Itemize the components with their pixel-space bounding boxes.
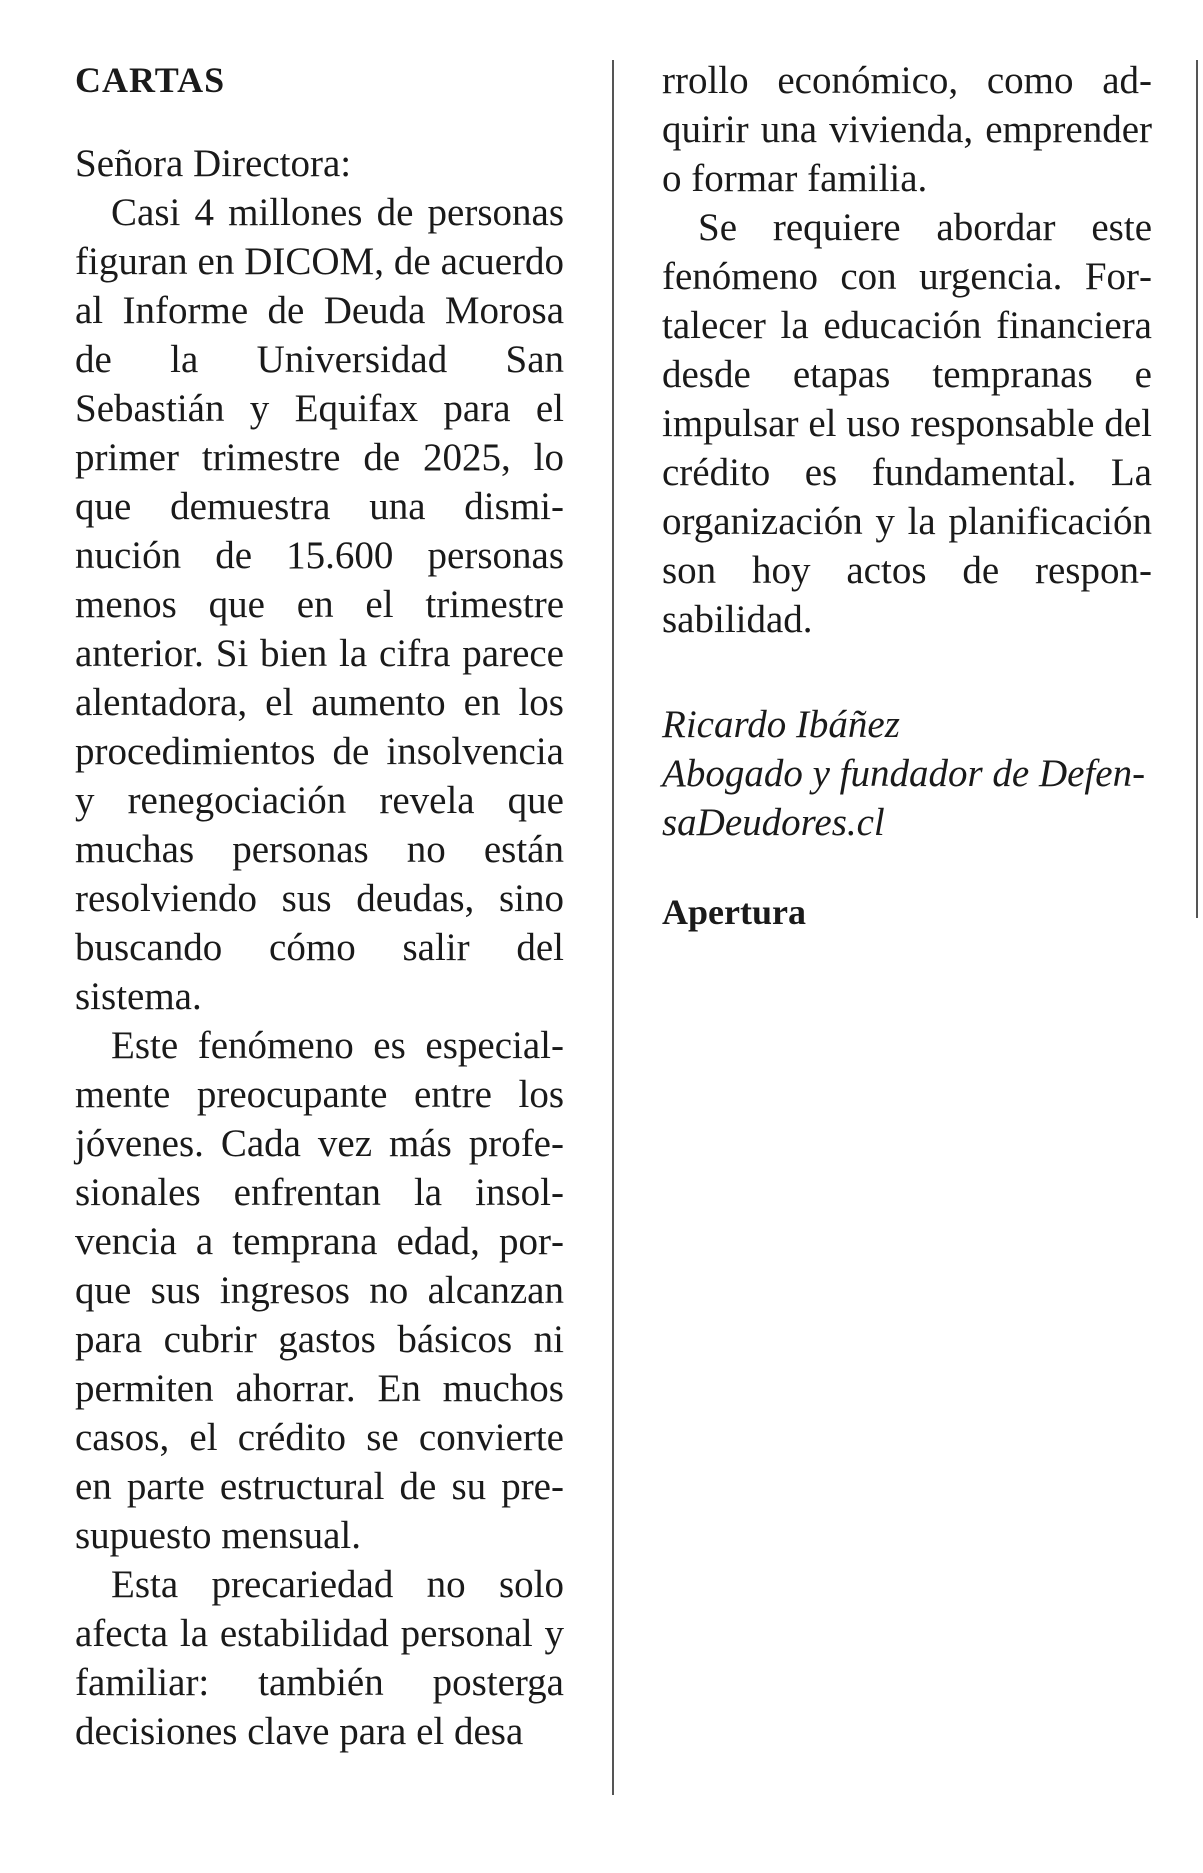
letter-paragraph: Casi 4 millones de personas figuran en DICOM, de acuerdo al Informe de Deuda Morosa de la Universidad San Sebastián y Equifax para el primer trimestre de 2025, lo que demuestra una disminución de 15.600 personas menos que en el trimestre anterior. Si bien la cifra parece alentadora, el aumento en los procedimientos de insolvencia y renegociación revela que muchas personas no están resolviendo sus deudas, sino buscando cómo salir del sistema. [75, 191, 564, 1018]
left-column [75, 56, 564, 1756]
author-name: Ricardo Ibáñez [662, 703, 900, 746]
letter-salutation: Señora Directora: [75, 142, 352, 185]
letter-paragraph: Este fenómeno es especialmente preocupante entre los jóvenes. Cada vez más profesionales enfrentan la insolvencia a temprana edad, porque sus ingresos no alcanzan para cubrir gastos básicos ni permiten ahorrar. En muchos casos, el crédito se convierte en parte estructural de su presupuesto mensual. [75, 1024, 564, 1557]
letter-signature [662, 700, 1152, 847]
right-column [662, 56, 1152, 847]
letter-paragraph-continued: rrollo económico, como adquirir una vivienda, emprender o formar familia. [662, 59, 1152, 200]
section-title: CARTAS [75, 60, 226, 100]
next-article-heading: Apertura [662, 892, 806, 932]
letter-paragraph: Se requiere abordar este fenómeno con urgencia. Fortalecer la educación financiera desde etapas tempranas e impulsar el uso responsable del crédito es fundamental. La organización y la planificación son hoy actos de responsabilidad. [662, 206, 1152, 641]
letter-paragraph: Esta precariedad no solo afecta la estabilidad personal y familiar: también posterga decisiones clave para el desa [75, 1563, 564, 1753]
right-edge-rule [1196, 60, 1198, 918]
column-divider [612, 60, 614, 1795]
author-role: Abogado y fundador de DefensaDeudores.cl [662, 752, 1146, 844]
